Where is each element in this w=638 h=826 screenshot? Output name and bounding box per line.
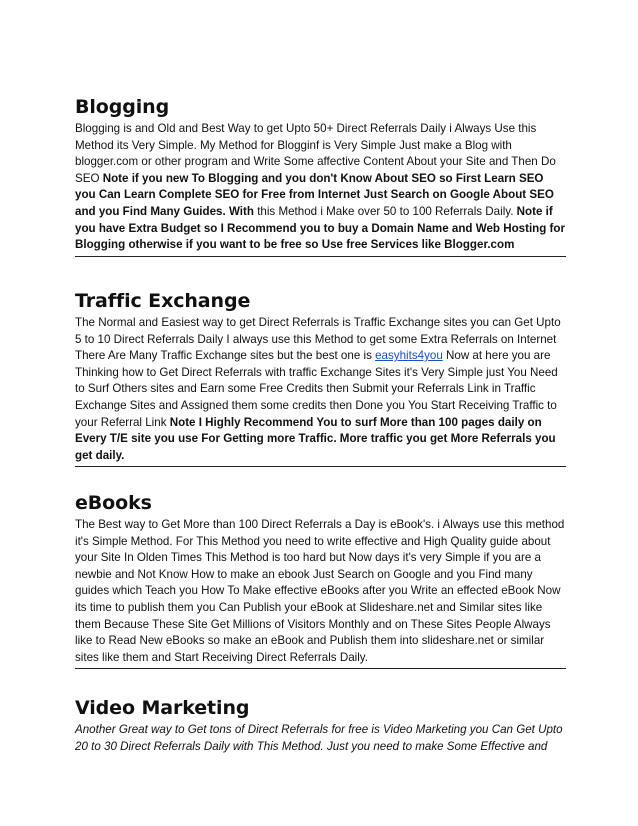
bold-note: Note I Highly Recommend You to surf More than 100 pages daily on Every T/E site you use For Getting more Traffic. More traffic you get More Referrals you get daily. (75, 415, 556, 462)
section-blogging (75, 96, 566, 257)
section-divider (75, 668, 566, 669)
text-run: Blogging is and Old and Best Way to get Upto 50+ Direct Referrals Daily i Always Use this Method its Very Simple. My Method for Blogginf is Very Simple Just make a Blog with blogger.com or other program and Write Some affective Content About your Site and Then Do SEO (75, 122, 556, 185)
text-run: Now at here you are Thinking how to Get Direct Referrals with traffic Exchange Sites it's Very Simple just You Need to Surf Others sites and Earn some Free Credits then Submit your Referrals Link in Traffic Exchange Sites and Assigned them some credits then Done you You Start Receiving Traffic to your Referral Link (75, 349, 558, 429)
easyhits4you-link[interactable]: easyhits4you (375, 349, 443, 363)
paragraph-video-marketing: Another Great way to Get tons of Direct Referrals for free is Video Marketing you Can Get Upto 20 to 30 Direct Referrals Daily with This Method. Just you need to make Some Effective and (75, 723, 563, 753)
paragraph-traffic-exchange (75, 315, 566, 464)
section-traffic-exchange (75, 290, 566, 467)
paragraph-blogging (75, 121, 566, 254)
heading-video-marketing: Video Marketing (75, 697, 250, 719)
heading-traffic-exchange: Traffic Exchange (75, 290, 251, 312)
section-ebooks (75, 492, 566, 669)
section-divider (75, 466, 566, 467)
heading-ebooks: eBooks (75, 492, 152, 514)
bold-note: Note if you new To Blogging and you don't Know About SEO so First Learn SEO you Can Learn Complete SEO for Free from Internet Just Search on Google About SEO and you Find Many Guides. With (75, 171, 554, 218)
heading-blogging: Blogging (75, 96, 170, 118)
text-run: this Method i Make over 50 to 100 Referrals Daily. (253, 204, 517, 218)
section-divider (75, 256, 566, 257)
bold-note: Note if you have Extra Budget so I Recommend you to buy a Domain Name and Web Hosting for Blogging otherwise if you want to be free so Use free Services like Blogger.com (75, 204, 566, 252)
text-run: The Normal and Easiest way to get Direct Referrals is Traffic Exchange sites you can Get Upto 5 to 10 Direct Referrals Daily I always use this Method to get some Extra Referrals on Internet There Are Many Traffic Exchange sites but the best one is (75, 316, 561, 363)
paragraph-ebooks: The Best way to Get More than 100 Direct Referrals a Day is eBook's. i Always use this method it's Simple Method. For This Method you need to write effective and High Quality guide about your Site In Olden Times This Method is too hard but Now days it's very Simple if you are a newbie and Not Know How to make an ebook Just Search on Google and you Find many guides which Teach you How To Make effective eBooks after you Write an effected eBook Now its time to publish them you Can Publish your eBook at Slideshare.net and Similar sites like them Because These Site Get Millions of Visitors Monthly and on These Sites People Always like to Read New eBooks so make an eBook and Publish them into slideshare.net or similar sites like them and Start Receiving Direct Referrals Daily. (75, 518, 565, 664)
section-video-marketing (75, 697, 566, 755)
